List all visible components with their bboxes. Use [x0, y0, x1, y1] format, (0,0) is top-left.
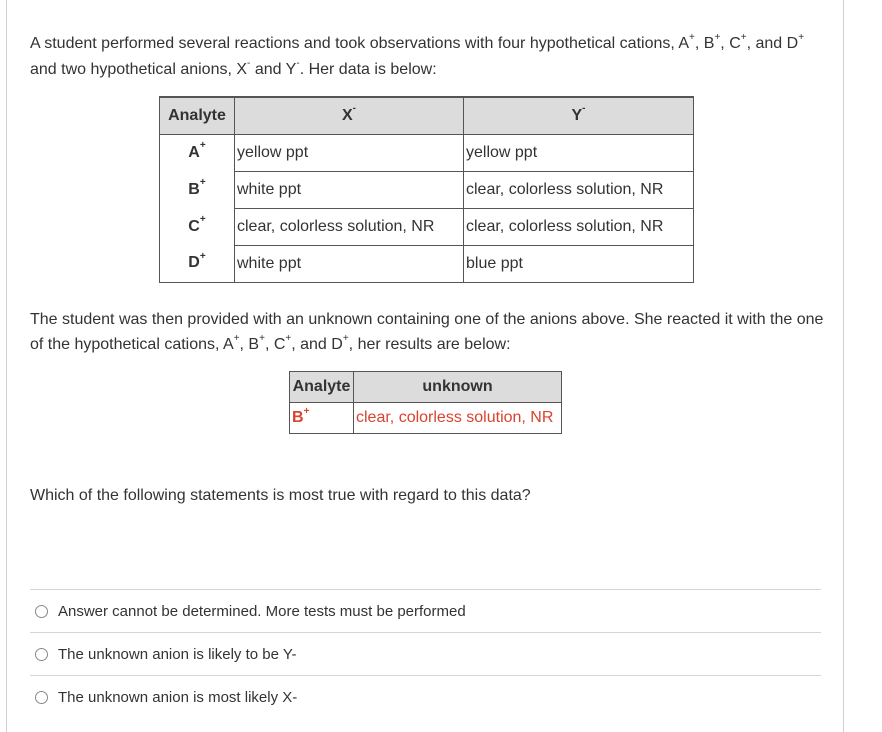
table-row [160, 245, 694, 282]
option-label: Answer cannot be determined. More tests must be performed [58, 602, 466, 620]
x-cell: yellow ppt [235, 134, 464, 171]
intro-paragraph: A student performed several reactions and took observations with four hypothetical cations, A+, B+, C+, and D+ and two hypothetical anions, X- and Y-. Her data is below: [30, 31, 805, 78]
unknown-paragraph: The student was then provided with an unknown containing one of the anions above. She reacted it with the one of the hypothetical cations, A+, B+, C+, and D+, her results are below: [30, 311, 824, 353]
table-header-row [290, 372, 562, 403]
analyte-cell: D+ [160, 245, 235, 282]
analyte-cell: C+ [160, 208, 235, 245]
analyte-cell: B+ [290, 403, 354, 434]
answer-options [30, 589, 821, 718]
option-label: The unknown anion is likely to be Y- [58, 645, 297, 663]
header-unknown: unknown [354, 372, 562, 403]
radio-button-icon[interactable] [35, 605, 48, 618]
answer-option[interactable] [30, 632, 821, 675]
y-cell: yellow ppt [464, 134, 694, 171]
x-cell: white ppt [235, 171, 464, 208]
table-header-row [160, 97, 694, 134]
y-cell: clear, colorless solution, NR [464, 208, 694, 245]
unknown-results-table [289, 371, 562, 434]
table-row [160, 208, 694, 245]
y-cell: clear, colorless solution, NR [464, 171, 694, 208]
question-text: Which of the following statements is most true with regard to this data? [30, 487, 531, 504]
analyte-cell: B+ [160, 171, 235, 208]
option-label: The unknown anion is most likely X- [58, 688, 298, 706]
table-row [160, 134, 694, 171]
answer-option[interactable] [30, 675, 821, 718]
observations-table [159, 96, 694, 283]
header-y: Y- [464, 97, 694, 134]
header-analyte: Analyte [160, 97, 235, 134]
analyte-cell: A+ [160, 134, 235, 171]
radio-button-icon[interactable] [35, 691, 48, 704]
header-analyte: Analyte [290, 372, 354, 403]
header-x: X- [235, 97, 464, 134]
radio-button-icon[interactable] [35, 648, 48, 661]
y-cell: blue ppt [464, 245, 694, 282]
x-cell: clear, colorless solution, NR [235, 208, 464, 245]
answer-option[interactable] [30, 589, 821, 632]
table-row [160, 171, 694, 208]
unknown-result-cell: clear, colorless solution, NR [354, 403, 562, 434]
table-row [290, 403, 562, 434]
x-cell: white ppt [235, 245, 464, 282]
